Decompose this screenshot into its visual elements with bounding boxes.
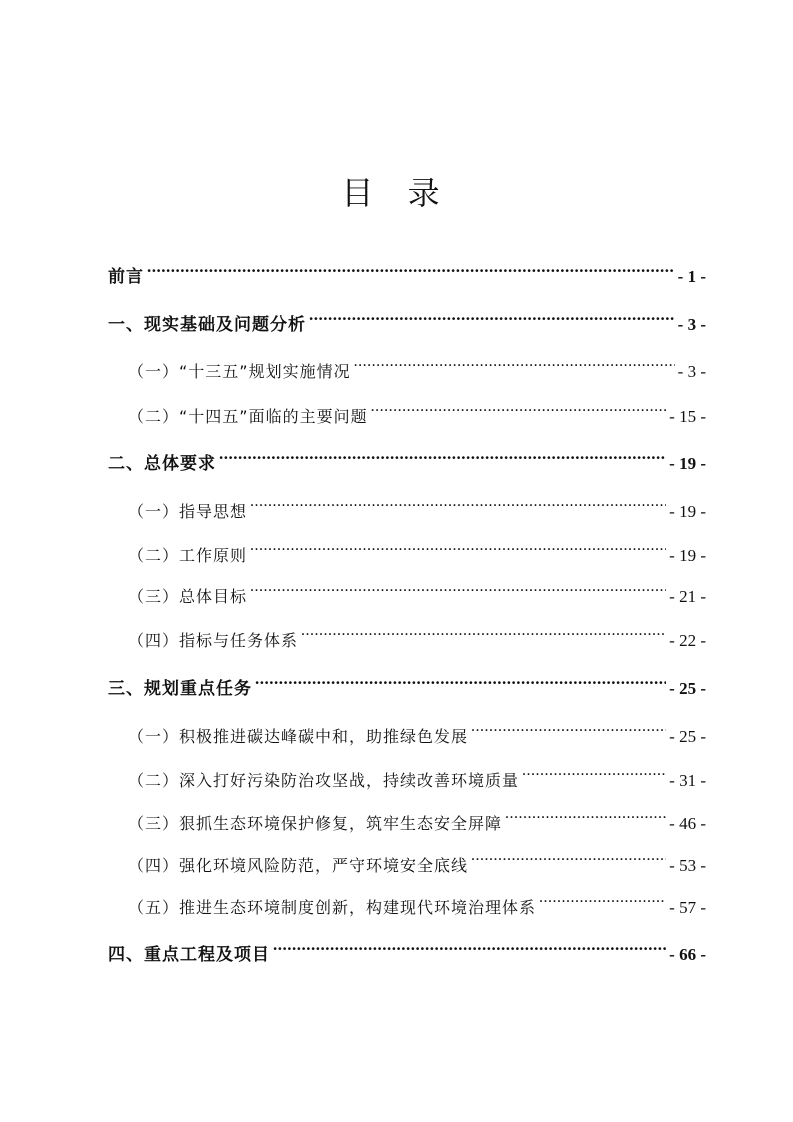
toc-entry-label: （二）工作原则 (128, 546, 248, 565)
toc-entry-section-3-1[interactable] (128, 712, 706, 746)
toc-entry-page: - 3 - (677, 362, 706, 381)
toc-dot-leader (301, 616, 666, 646)
toc-entry-page: - 57 - (669, 898, 706, 917)
toc-dot-leader (250, 487, 666, 517)
toc-entry-section-2-2[interactable] (128, 531, 706, 565)
toc-dot-leader (522, 756, 666, 786)
toc-dot-leader (255, 664, 666, 694)
toc-entry-label: （四）强化环境风险防范，严守环境安全底线 (128, 856, 469, 875)
toc-entry-page: - 19 - (669, 454, 706, 473)
toc-entry-section-2-4[interactable] (128, 616, 706, 650)
toc-entry-preface[interactable] (108, 252, 706, 287)
toc-entry-label: （一）“十三五”规划实施情况 (128, 362, 351, 381)
toc-entry-section-3-4[interactable] (128, 841, 706, 875)
toc-entry-section-2-3[interactable] (128, 572, 706, 606)
toc-entry-section-4[interactable] (108, 930, 706, 965)
toc-dot-leader (147, 252, 675, 282)
toc-entry-section-3[interactable] (108, 664, 706, 699)
toc-entry-page: - 53 - (669, 856, 706, 875)
toc-entry-label: （二）“十四五”面临的主要问题 (128, 407, 368, 426)
toc-dot-leader (219, 439, 666, 469)
toc-entry-page: - 1 - (677, 267, 706, 286)
toc-entry-label: （一）指导思想 (128, 502, 248, 521)
toc-entry-label: （四）指标与任务体系 (128, 631, 299, 650)
toc-dot-leader (309, 300, 675, 330)
toc-entry-label: 三、规划重点任务 (108, 679, 252, 699)
page-title: 目 录 (341, 174, 452, 212)
toc-entry-label: （三）总体目标 (128, 587, 248, 606)
toc-entry-section-2[interactable] (108, 439, 706, 474)
toc-dot-leader (273, 930, 666, 960)
toc-entry-label: （一）积极推进碳达峰碳中和，助推绿色发展 (128, 727, 469, 746)
toc-entry-label: （三）狠抓生态环境保护修复，筑牢生态安全屏障 (128, 814, 503, 833)
toc-dot-leader (471, 712, 666, 742)
toc-dot-leader (250, 531, 666, 561)
toc-entry-label: 二、总体要求 (108, 454, 216, 474)
toc-entry-page: - 31 - (669, 771, 706, 790)
toc-dot-leader (371, 392, 667, 422)
toc-entry-label: （五）推进生态环境制度创新，构建现代环境治理体系 (128, 898, 537, 917)
toc-entry-label: 前言 (108, 267, 144, 287)
toc-entry-page: - 19 - (669, 502, 706, 521)
toc-entry-page: - 21 - (669, 587, 706, 606)
toc-entry-page: - 25 - (669, 727, 706, 746)
toc-entry-section-1-1[interactable] (128, 347, 706, 381)
toc-entry-label: 一、现实基础及问题分析 (108, 315, 306, 335)
toc-entry-section-1[interactable] (108, 300, 706, 335)
toc-entry-page: - 25 - (669, 679, 706, 698)
toc-entry-section-3-5[interactable] (128, 883, 706, 917)
toc-entry-label: （二）深入打好污染防治攻坚战，持续改善环境质量 (128, 771, 520, 790)
toc-dot-leader (505, 799, 666, 829)
toc-dot-leader (539, 883, 666, 913)
toc-entry-label: 四、重点工程及项目 (108, 945, 270, 965)
toc-entry-page: - 22 - (669, 631, 706, 650)
toc-entry-section-3-2[interactable] (128, 756, 706, 790)
toc-dot-leader (471, 841, 666, 871)
toc-entry-page: - 66 - (669, 945, 706, 964)
toc-entry-section-2-1[interactable] (128, 487, 706, 521)
toc-entry-page: - 15 - (669, 407, 706, 426)
toc-dot-leader (250, 572, 666, 602)
toc-entry-page: - 3 - (677, 315, 706, 334)
toc-dot-leader (354, 347, 675, 377)
toc-entry-section-1-2[interactable] (128, 392, 706, 426)
toc-entry-section-3-3[interactable] (128, 799, 706, 833)
toc-entry-page: - 46 - (669, 814, 706, 833)
toc-entry-page: - 19 - (669, 546, 706, 565)
